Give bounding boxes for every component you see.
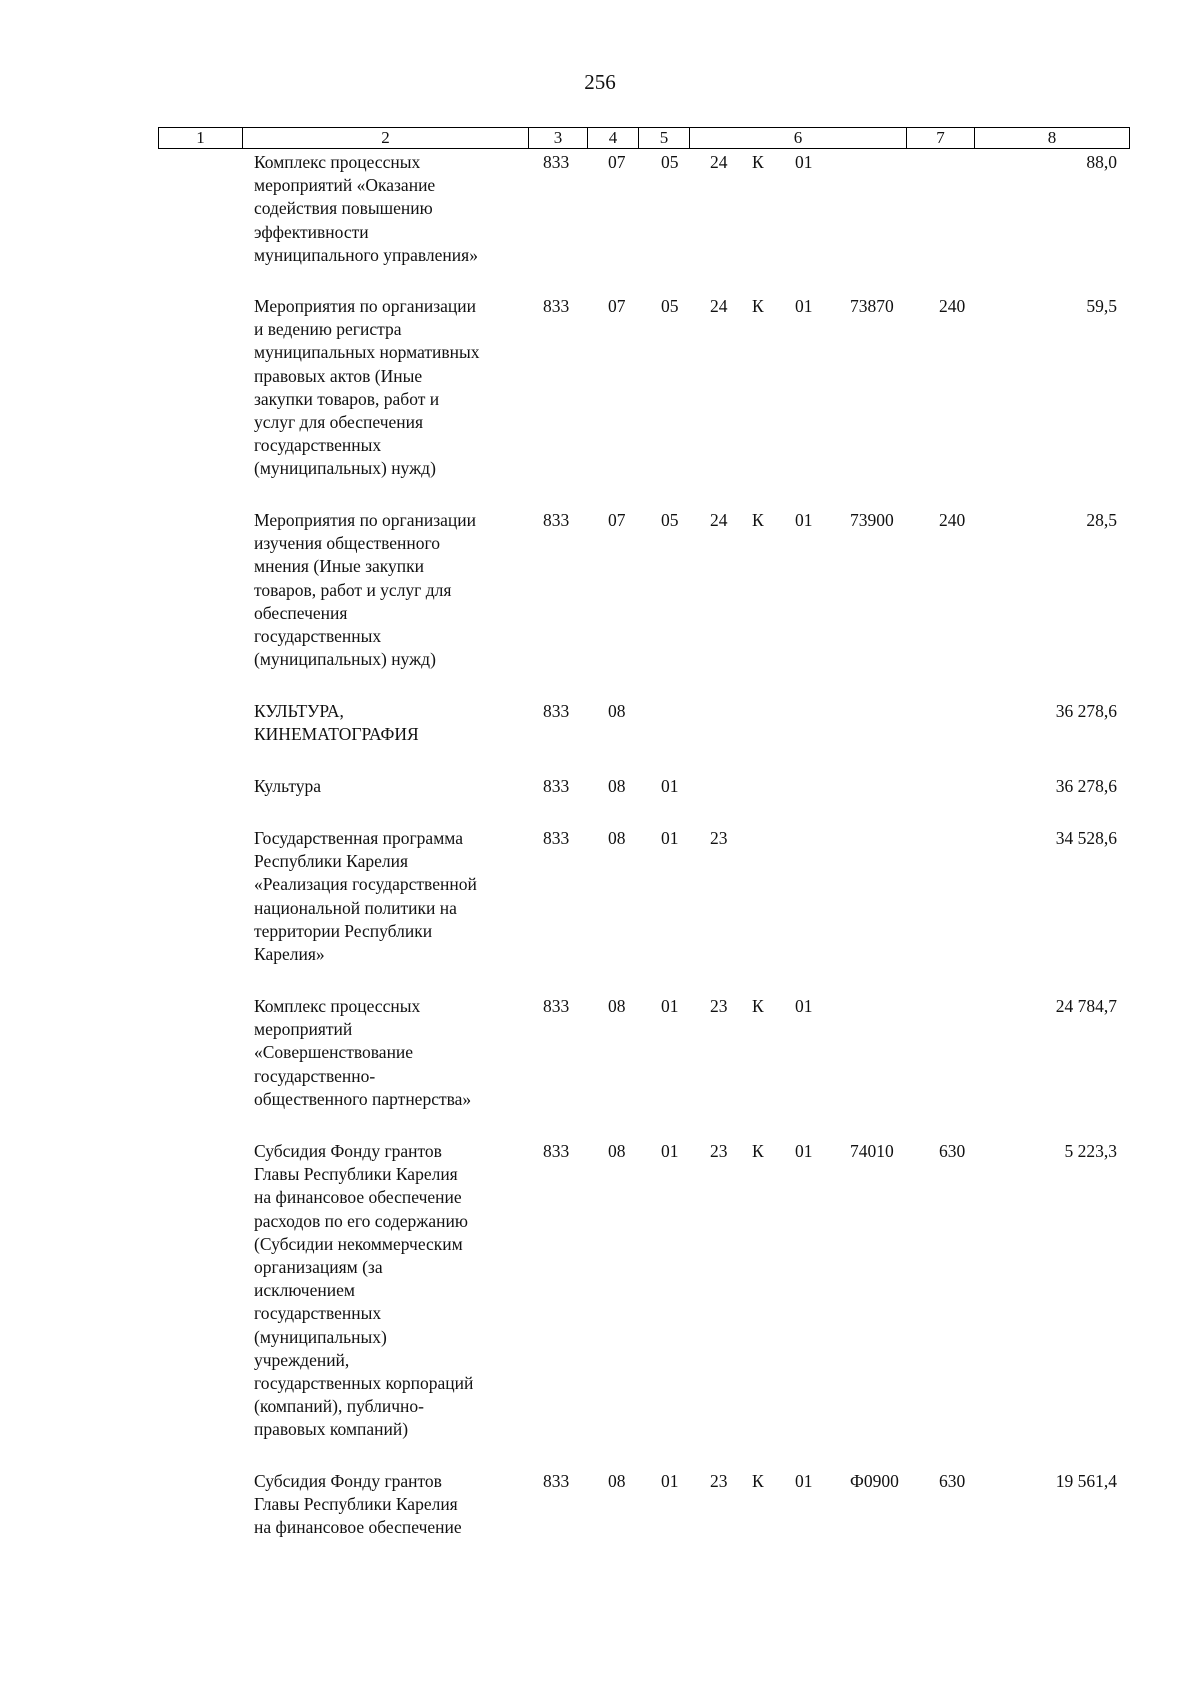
header-col-3: 3 [528,127,588,149]
cell-col-7: 240 [939,296,966,316]
row-name: Комплекс процессных мероприятий «Оказание содействия повышению эффективности муниципального управления» [254,152,478,265]
cell-col-6-type: К [752,296,764,316]
header-col-8: 8 [974,127,1130,149]
cell-col-8-amount: 28,5 [1086,510,1117,530]
cell-col-6-type: К [752,510,764,530]
cell-col-3: 833 [543,296,570,316]
row-name: Субсидия Фонду грантов Главы Республики Карелия на финансовое обеспечение расходов по его содержанию (Субсидии некоммерческим организациям (за исключением государственных (муниципальных) учреждений, государственных корпораций (компаний), публично- правовых компаний) [254,1141,474,1440]
cell-col-3: 833 [543,996,570,1016]
row-name: Субсидия Фонду грантов Главы Республики Карелия на финансовое обеспечение [254,1471,462,1538]
cell-col-5: 01 [661,776,679,796]
cell-col-6-direction: 74010 [850,1141,894,1161]
cell-col-4: 08 [608,701,626,721]
cell-col-6-program: 23 [710,1141,728,1161]
cell-col-8-amount: 24 784,7 [1055,996,1117,1016]
header-col-5: 5 [638,127,690,149]
cell-col-8-amount: 5 223,3 [1064,1141,1117,1161]
cell-col-6-sub: 01 [795,996,813,1016]
cell-col-4: 08 [608,776,626,796]
cell-col-6-program: 23 [710,1471,728,1491]
cell-col-4: 08 [608,1471,626,1491]
cell-col-8-amount: 36 278,6 [1055,776,1117,796]
cell-col-7: 630 [939,1141,966,1161]
cell-col-6-sub: 01 [795,1141,813,1161]
cell-col-6-program: 23 [710,996,728,1016]
cell-col-5: 01 [661,1141,679,1161]
cell-col-8-amount: 19 561,4 [1055,1471,1117,1491]
table-header-row [158,127,1130,149]
cell-col-4: 08 [608,828,626,848]
cell-col-5: 01 [661,1471,679,1491]
cell-col-6-sub: 01 [795,152,813,172]
cell-col-7: 240 [939,510,966,530]
row-name: Комплекс процессных мероприятий «Совершенствование государственно- общественного партнерства» [254,996,472,1109]
cell-col-8-amount: 34 528,6 [1055,828,1117,848]
cell-col-5: 05 [661,510,679,530]
cell-col-6-type: К [752,152,764,172]
cell-col-3: 833 [543,510,570,530]
row-name: Мероприятия по организации и ведению регистра муниципальных нормативных правовых актов (Иные закупки товаров, работ и услуг для обеспечения государственных (муниципальных) нужд) [254,296,480,479]
cell-col-4: 07 [608,510,626,530]
row-name: КУЛЬТУРА, КИНЕМАТОГРАФИЯ [254,701,419,745]
cell-col-3: 833 [543,1471,570,1491]
row-name: Государственная программа Республики Карелия «Реализация государственной национальной политики на территории Республики Карелия» [254,828,477,965]
row-name: Культура [254,776,322,796]
cell-col-6-direction: 73870 [850,296,894,316]
cell-col-3: 833 [543,152,570,172]
header-col-2: 2 [242,127,529,149]
cell-col-3: 833 [543,776,570,796]
cell-col-3: 833 [543,1141,570,1161]
cell-col-4: 07 [608,296,626,316]
cell-col-4: 07 [608,152,626,172]
header-col-6: 6 [689,127,907,149]
cell-col-6-direction: 73900 [850,510,894,530]
cell-col-5: 05 [661,152,679,172]
cell-col-6-direction: Ф0900 [850,1471,899,1491]
header-col-1: 1 [158,127,243,149]
header-col-7: 7 [906,127,975,149]
cell-col-4: 08 [608,996,626,1016]
cell-col-5: 01 [661,996,679,1016]
cell-col-6-type: К [752,996,764,1016]
page-number: 256 [584,70,616,94]
cell-col-3: 833 [543,701,570,721]
cell-col-7: 630 [939,1471,966,1491]
cell-col-8-amount: 88,0 [1086,152,1117,172]
cell-col-5: 05 [661,296,679,316]
cell-col-6-program: 23 [710,828,728,848]
cell-col-8-amount: 59,5 [1086,296,1117,316]
cell-col-6-sub: 01 [795,510,813,530]
cell-col-5: 01 [661,828,679,848]
row-name: Мероприятия по организации изучения общественного мнения (Иные закупки товаров, работ и услуг для обеспечения государственных (муниципальных) нужд) [254,510,477,670]
cell-col-3: 833 [543,828,570,848]
cell-col-6-program: 24 [710,510,728,530]
cell-col-6-type: К [752,1141,764,1161]
cell-col-6-program: 24 [710,296,728,316]
cell-col-8-amount: 36 278,6 [1055,701,1117,721]
cell-col-6-sub: 01 [795,296,813,316]
cell-col-6-sub: 01 [795,1471,813,1491]
cell-col-4: 08 [608,1141,626,1161]
cell-col-6-program: 24 [710,152,728,172]
header-col-4: 4 [587,127,639,149]
cell-col-6-type: К [752,1471,764,1491]
